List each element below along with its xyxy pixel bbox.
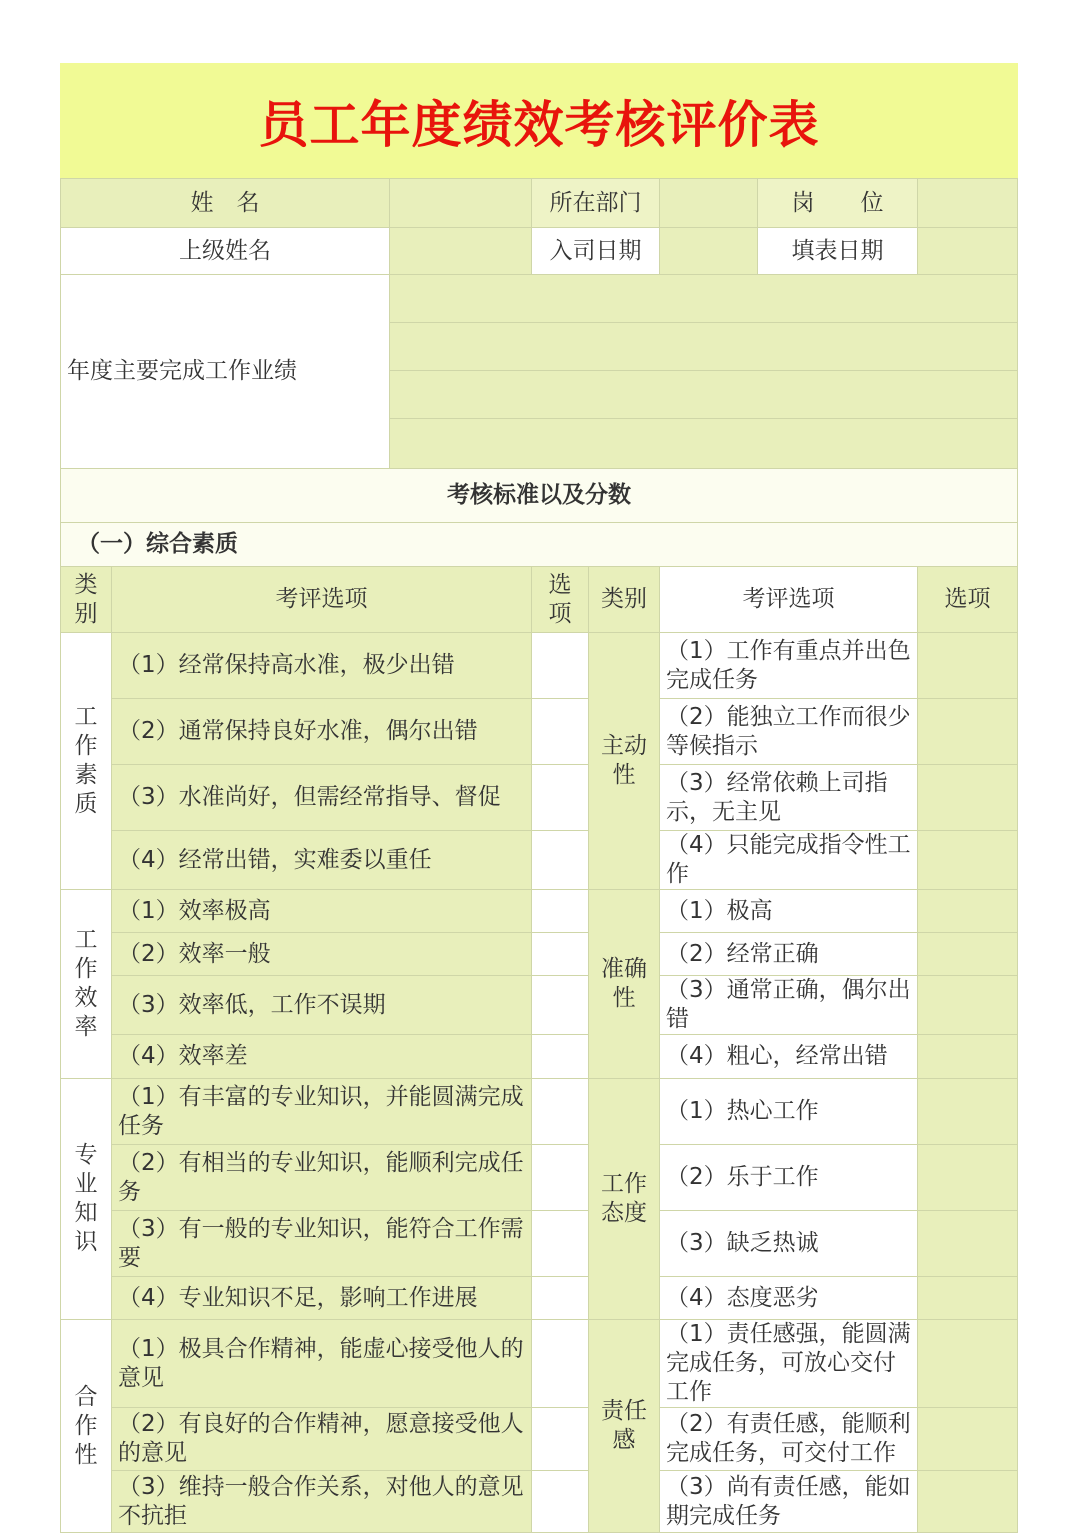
col-option: 考评选项 <box>112 567 532 633</box>
page-title: 员工年度绩效考核评价表 <box>258 95 820 154</box>
choice-cell-right[interactable] <box>918 976 1018 1035</box>
join-date-value-cell[interactable] <box>660 228 758 275</box>
dept-label: 所在部门 <box>532 179 660 228</box>
choice-cell-right[interactable] <box>918 699 1018 765</box>
option-item: （1）有丰富的专业知识，并能圆满完成任务 <box>112 1079 532 1145</box>
choice-cell[interactable] <box>532 890 589 933</box>
appraisal-form <box>60 178 1018 1533</box>
fill-date-value-cell[interactable] <box>918 228 1018 275</box>
option-item: （3）水准尚好，但需经常指导、督促 <box>112 765 532 831</box>
dept-value-cell[interactable] <box>660 179 758 228</box>
option-item-right: （4）态度恶劣 <box>660 1277 918 1320</box>
choice-cell[interactable] <box>532 831 589 890</box>
option-item: （3）效率低，工作不误期 <box>112 976 532 1035</box>
choice-cell[interactable] <box>532 1079 589 1145</box>
choice-cell-right[interactable] <box>918 933 1018 976</box>
category-cell-right: 工作态度 <box>589 1079 660 1320</box>
name-label: 姓 名 <box>61 179 390 228</box>
choice-cell-right[interactable] <box>918 1320 1018 1408</box>
superior-value-cell[interactable] <box>390 228 532 275</box>
option-item-right: （2）乐于工作 <box>660 1145 918 1211</box>
position-label: 岗 位 <box>758 179 918 228</box>
achievements-line[interactable] <box>390 323 1018 371</box>
option-item-right: （1）责任感强，能圆满完成任务，可放心交付工作 <box>660 1320 918 1408</box>
option-item: （3）有一般的专业知识，能符合工作需要 <box>112 1211 532 1277</box>
option-item: （2）有相当的专业知识，能顺利完成任务 <box>112 1145 532 1211</box>
choice-cell[interactable] <box>532 1211 589 1277</box>
choice-cell-right[interactable] <box>918 890 1018 933</box>
choice-cell-right[interactable] <box>918 633 1018 699</box>
choice-cell[interactable] <box>532 1320 589 1408</box>
choice-cell[interactable] <box>532 1145 589 1211</box>
category-cell: 工作素质 <box>61 633 112 890</box>
achievements-line[interactable] <box>390 371 1018 419</box>
option-item-right: （3）缺乏热诚 <box>660 1211 918 1277</box>
category-cell: 专业知识 <box>61 1079 112 1320</box>
option-item: （4）效率差 <box>112 1035 532 1079</box>
choice-cell[interactable] <box>532 765 589 831</box>
option-item-right: （1）热心工作 <box>660 1079 918 1145</box>
choice-cell[interactable] <box>532 1408 589 1471</box>
option-item: （1）效率极高 <box>112 890 532 933</box>
option-item-right: （2）有责任感，能顺利完成任务，可交付工作 <box>660 1408 918 1471</box>
option-item-right: （2）能独立工作而很少等候指示 <box>660 699 918 765</box>
choice-cell-right[interactable] <box>918 1079 1018 1145</box>
col-choice: 选项 <box>532 567 589 633</box>
option-item-right: （2）经常正确 <box>660 933 918 976</box>
choice-cell-right[interactable] <box>918 1145 1018 1211</box>
section-header: 考核标准以及分数 <box>61 469 1018 523</box>
option-item: （3）维持一般合作关系，对他人的意见不抗拒 <box>112 1471 532 1533</box>
option-item-right: （3）经常依赖上司指示，无主见 <box>660 765 918 831</box>
choice-cell[interactable] <box>532 1035 589 1079</box>
choice-cell-right[interactable] <box>918 1471 1018 1533</box>
subsection-title: （一）综合素质 <box>61 523 1018 567</box>
option-item-right: （4）只能完成指令性工作 <box>660 831 918 890</box>
option-item-right: （3）尚有责任感，能如期完成任务 <box>660 1471 918 1533</box>
option-item: （2）有良好的合作精神，愿意接受他人的意见 <box>112 1408 532 1471</box>
option-item-right: （1）工作有重点并出色完成任务 <box>660 633 918 699</box>
name-value-cell[interactable] <box>390 179 532 228</box>
choice-cell-right[interactable] <box>918 1211 1018 1277</box>
option-item: （2）通常保持良好水准，偶尔出错 <box>112 699 532 765</box>
option-item-right: （4）粗心，经常出错 <box>660 1035 918 1079</box>
col-category-right: 类别 <box>589 567 660 633</box>
option-item-right: （3）通常正确，偶尔出错 <box>660 976 918 1035</box>
position-value-cell[interactable] <box>918 179 1018 228</box>
col-choice-right: 选项 <box>918 567 1018 633</box>
join-date-label: 入司日期 <box>532 228 660 275</box>
option-item: （1）经常保持高水准，极少出错 <box>112 633 532 699</box>
choice-cell[interactable] <box>532 1471 589 1533</box>
choice-cell-right[interactable] <box>918 831 1018 890</box>
option-item-right: （1）极高 <box>660 890 918 933</box>
option-item: （4）专业知识不足，影响工作进展 <box>112 1277 532 1320</box>
category-cell-right: 责任感 <box>589 1320 660 1533</box>
choice-cell[interactable] <box>532 699 589 765</box>
category-cell-right: 主动性 <box>589 633 660 890</box>
fill-date-label: 填表日期 <box>758 228 918 275</box>
choice-cell-right[interactable] <box>918 1277 1018 1320</box>
title-band <box>60 63 1018 178</box>
choice-cell[interactable] <box>532 976 589 1035</box>
choice-cell[interactable] <box>532 933 589 976</box>
choice-cell-right[interactable] <box>918 1408 1018 1471</box>
choice-cell[interactable] <box>532 633 589 699</box>
choice-cell[interactable] <box>532 1277 589 1320</box>
col-category: 类别 <box>61 567 112 633</box>
choice-cell-right[interactable] <box>918 1035 1018 1079</box>
achievements-line[interactable] <box>390 419 1018 469</box>
option-item: （4）经常出错，实难委以重任 <box>112 831 532 890</box>
col-option-right: 考评选项 <box>660 567 918 633</box>
category-cell: 合作性 <box>61 1320 112 1533</box>
option-item: （2）效率一般 <box>112 933 532 976</box>
achievements-line[interactable] <box>390 275 1018 323</box>
category-cell-right: 准确性 <box>589 890 660 1079</box>
superior-label: 上级姓名 <box>61 228 390 275</box>
choice-cell-right[interactable] <box>918 765 1018 831</box>
category-cell: 工作效率 <box>61 890 112 1079</box>
achievements-label: 年度主要完成工作业绩 <box>61 275 390 469</box>
option-item: （1）极具合作精神，能虚心接受他人的意见 <box>112 1320 532 1408</box>
